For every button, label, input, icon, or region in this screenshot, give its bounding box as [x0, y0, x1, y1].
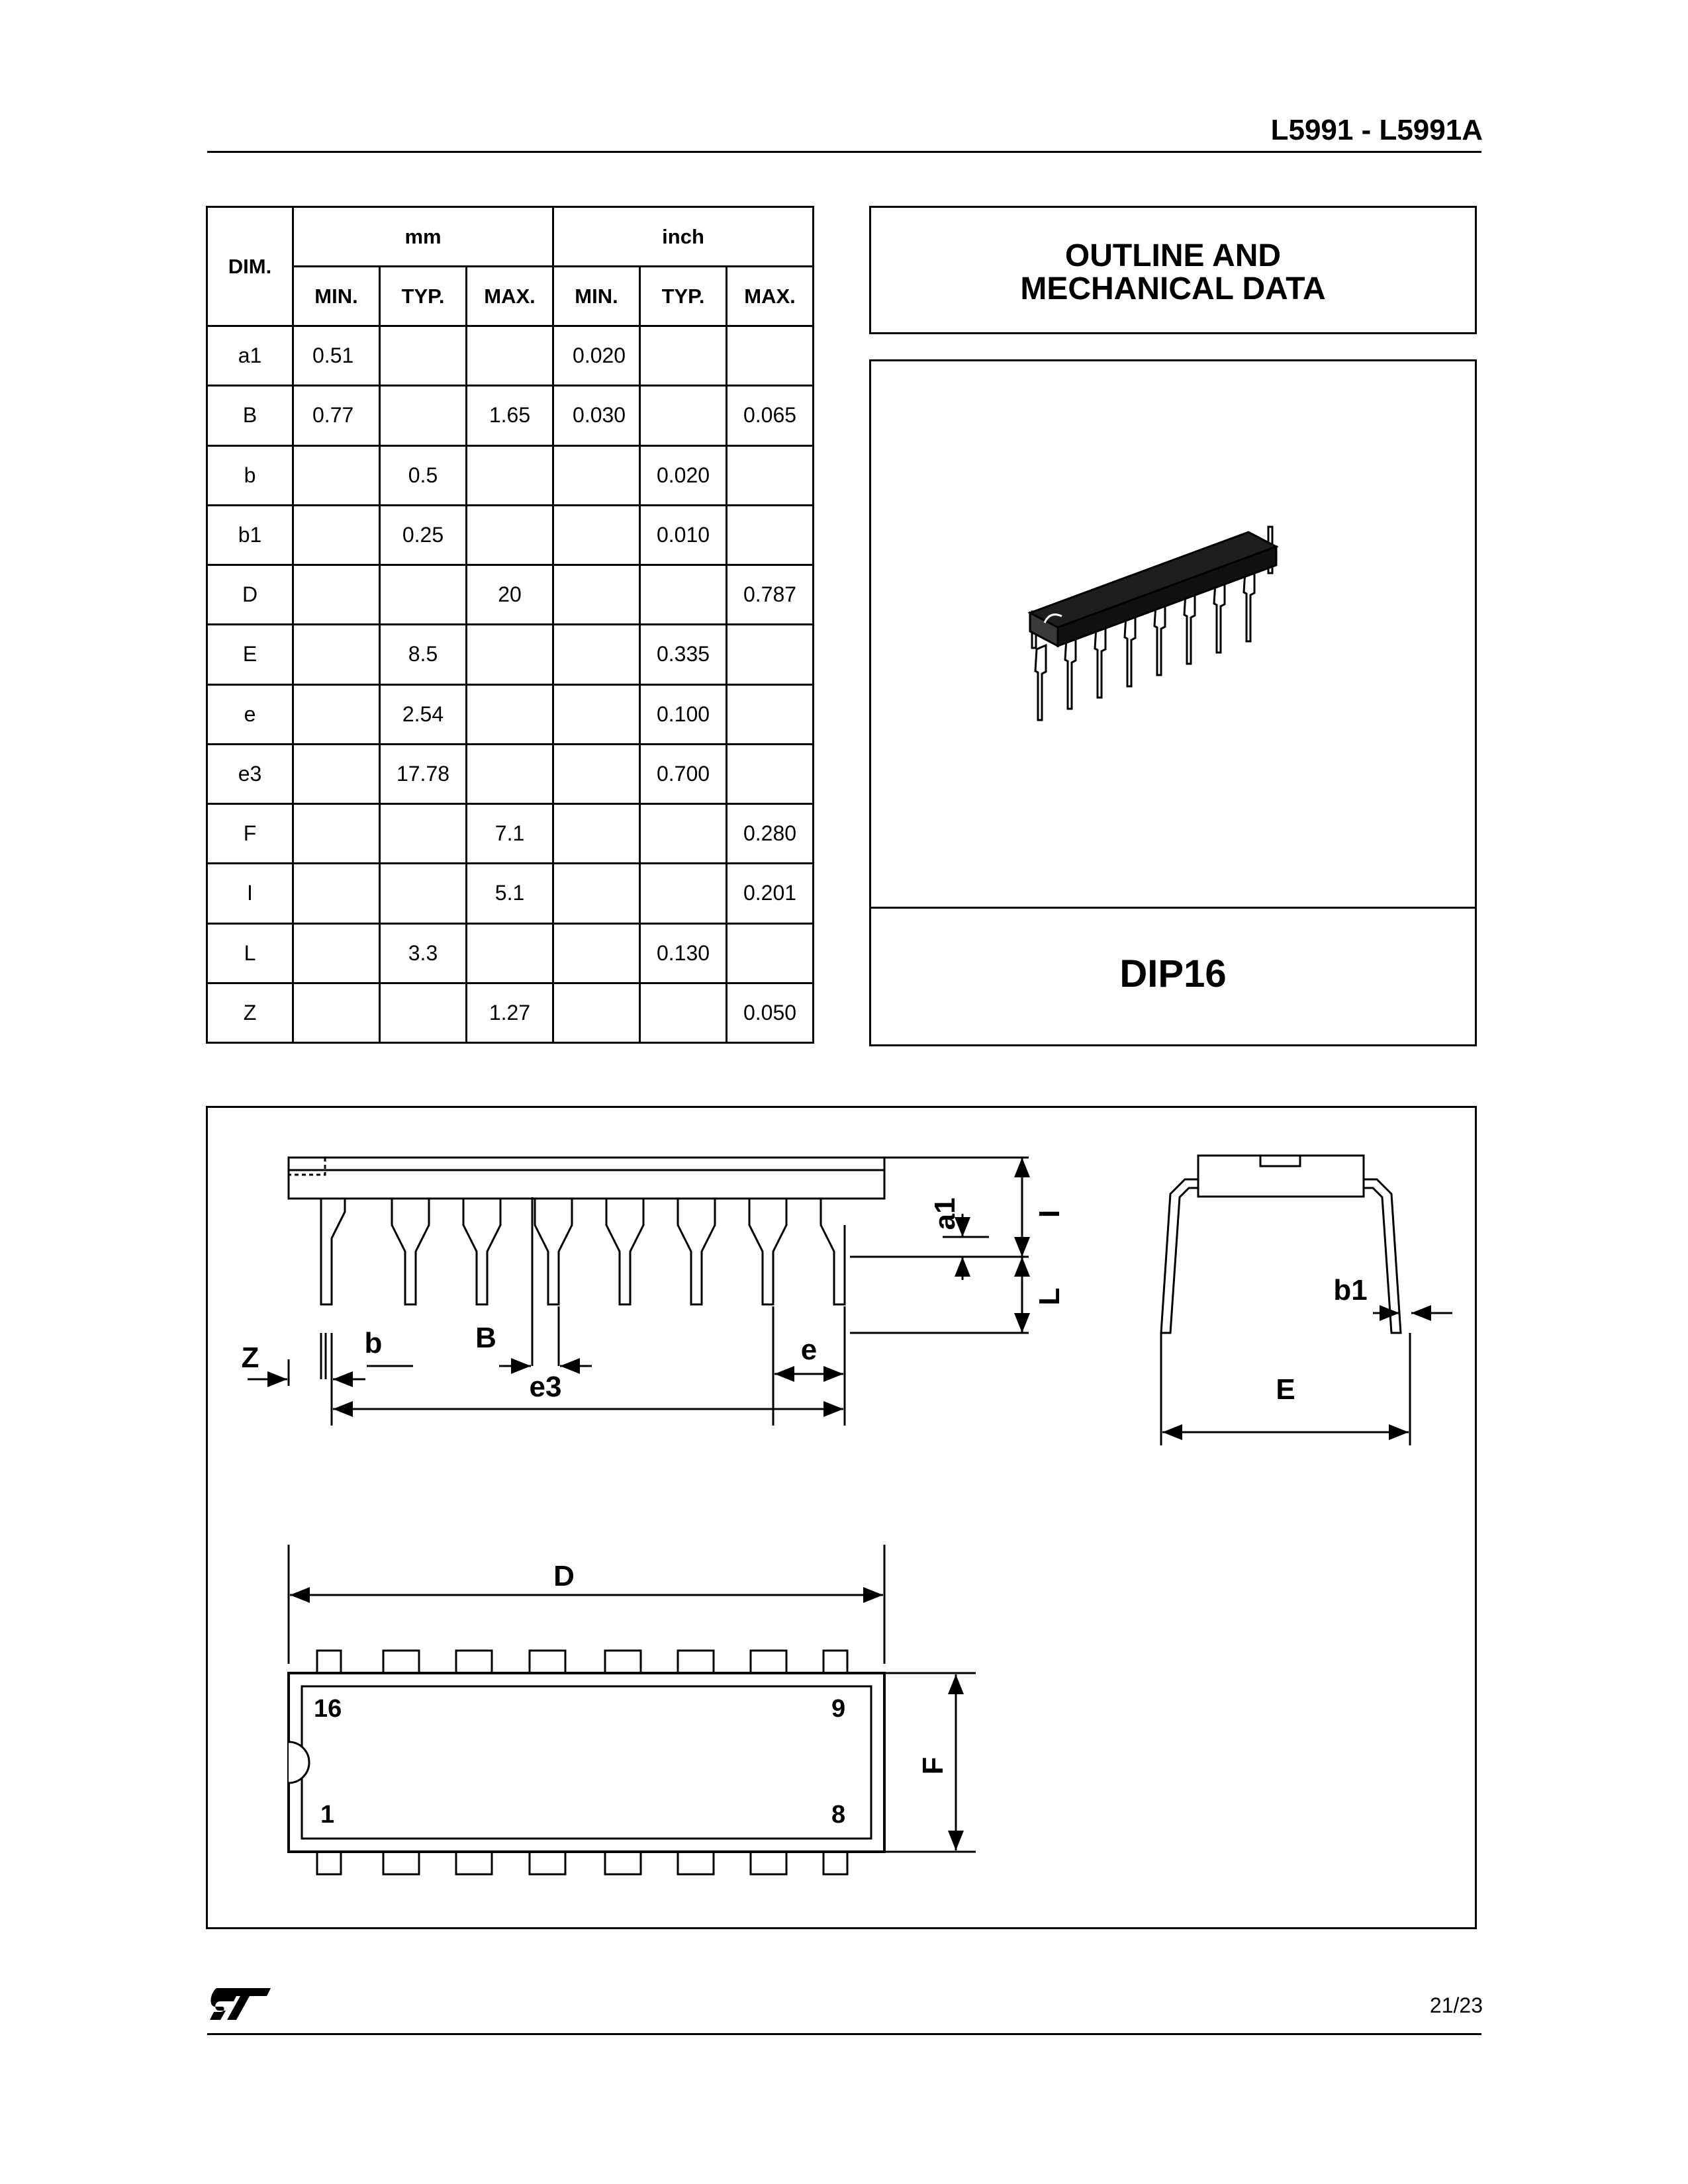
table-cell-mm-min [293, 505, 380, 565]
table-cell-in-typ: 0.130 [640, 923, 727, 983]
label-pin16: 16 [314, 1695, 342, 1723]
table-cell-mm-max: 5.1 [467, 864, 553, 923]
table-cell-mm-max [467, 744, 553, 803]
label-pin1: 1 [320, 1801, 335, 1829]
table-row [207, 684, 814, 744]
table-cell-dim: B [207, 386, 293, 445]
table-cell-mm-typ [380, 326, 467, 386]
table-cell-in-max: 0.201 [727, 864, 814, 923]
table-cell-in-max [727, 923, 814, 983]
table-cell-mm-typ [380, 864, 467, 923]
table-cell-mm-typ: 3.3 [380, 923, 467, 983]
dip16-package-illustration [871, 361, 1475, 904]
table-cell-in-max [727, 326, 814, 386]
table-cell-in-typ [640, 983, 727, 1042]
label-F: F [917, 1756, 949, 1775]
table-cell-in-max: 0.050 [727, 983, 814, 1042]
table-cell-mm-min: 0.51 [293, 326, 380, 386]
inch-header: inch [553, 207, 814, 267]
table-cell-in-typ [640, 804, 727, 864]
table-cell-in-min: 0.020 [553, 326, 640, 386]
table-cell-mm-typ: 8.5 [380, 625, 467, 684]
table-cell-in-typ: 0.335 [640, 625, 727, 684]
table-cell-mm-max [467, 923, 553, 983]
side-view [248, 1158, 1029, 1426]
table-cell-dim: Z [207, 983, 293, 1042]
table-row [207, 923, 814, 983]
table-cell-in-typ [640, 565, 727, 625]
table-row [207, 326, 814, 386]
mm-typ-header: TYP. [380, 267, 467, 326]
table-cell-mm-min: 0.77 [293, 386, 380, 445]
package-box-divider [869, 907, 1477, 909]
table-cell-in-min [553, 804, 640, 864]
inch-typ-header: TYP. [640, 267, 727, 326]
table-cell-mm-min [293, 684, 380, 744]
label-I: I [1033, 1209, 1066, 1218]
outline-title-line1: OUTLINE AND [1064, 238, 1282, 273]
top-view [289, 1545, 976, 1874]
table-row [207, 804, 814, 864]
table-cell-mm-min [293, 804, 380, 864]
table-cell-mm-min [293, 625, 380, 684]
table-cell-mm-max: 20 [467, 565, 553, 625]
label-b: b [364, 1327, 383, 1359]
table-cell-dim: I [207, 864, 293, 923]
table-cell-mm-max [467, 445, 553, 505]
label-pin9: 9 [831, 1695, 846, 1723]
table-row [207, 625, 814, 684]
table-cell-dim: e [207, 684, 293, 744]
table-cell-mm-max [467, 505, 553, 565]
document-title: L5991 - L5991A [1270, 114, 1483, 146]
table-cell-mm-typ [380, 565, 467, 625]
label-E: E [1276, 1373, 1295, 1406]
label-D: D [553, 1560, 575, 1592]
table-cell-dim: e3 [207, 744, 293, 803]
table-cell-dim: a1 [207, 326, 293, 386]
label-a1: a1 [929, 1197, 961, 1230]
table-cell-in-typ [640, 326, 727, 386]
table-cell-mm-max: 7.1 [467, 804, 553, 864]
header-rule [207, 151, 1481, 153]
table-cell-dim: L [207, 923, 293, 983]
table-cell-mm-min [293, 565, 380, 625]
page-number: 21/23 [1429, 1993, 1483, 2017]
end-view [1161, 1156, 1452, 1445]
table-cell-mm-min [293, 923, 380, 983]
table-cell-dim: E [207, 625, 293, 684]
label-e: e [800, 1334, 818, 1366]
table-cell-mm-min [293, 445, 380, 505]
label-L: L [1033, 1287, 1066, 1306]
table-cell-mm-max [467, 684, 553, 744]
table-cell-in-typ: 0.100 [640, 684, 727, 744]
table-cell-in-typ: 0.010 [640, 505, 727, 565]
table-cell-mm-typ: 0.25 [380, 505, 467, 565]
table-cell-in-min [553, 684, 640, 744]
label-e3: e3 [529, 1371, 562, 1403]
label-B: B [475, 1322, 496, 1354]
table-cell-in-min: 0.030 [553, 386, 640, 445]
outline-title-line2: MECHANICAL DATA [1020, 271, 1326, 306]
table-cell-in-min [553, 505, 640, 565]
outline-title-box [869, 206, 1477, 334]
table-row [207, 744, 814, 803]
package-picture-box [869, 359, 1477, 1046]
table-cell-in-min [553, 744, 640, 803]
table-cell-dim: b [207, 445, 293, 505]
table-cell-in-typ [640, 386, 727, 445]
table-row [207, 565, 814, 625]
label-b1: b1 [1333, 1274, 1368, 1306]
table-row [207, 983, 814, 1042]
table-cell-mm-typ: 17.78 [380, 744, 467, 803]
top-view-upper-leads [317, 1651, 847, 1673]
table-cell-in-min [553, 983, 640, 1042]
table-cell-in-max [727, 744, 814, 803]
mechanical-drawing [208, 1108, 1475, 1927]
table-cell-mm-typ [380, 386, 467, 445]
table-cell-mm-max: 1.65 [467, 386, 553, 445]
label-pin8: 8 [831, 1801, 846, 1829]
table-cell-in-max: 0.280 [727, 804, 814, 864]
table-cell-mm-min [293, 744, 380, 803]
table-row [207, 386, 814, 445]
table-cell-mm-max: 1.27 [467, 983, 553, 1042]
table-cell-mm-max [467, 625, 553, 684]
dim-header: DIM. [207, 207, 293, 326]
side-view-leads [321, 1199, 845, 1304]
table-cell-mm-typ: 2.54 [380, 684, 467, 744]
table-cell-in-max [727, 505, 814, 565]
mechanical-drawing-box [206, 1106, 1477, 1929]
table-cell-in-min [553, 625, 640, 684]
inch-min-header: MIN. [553, 267, 640, 326]
table-cell-in-max: 0.065 [727, 386, 814, 445]
table-cell-in-min [553, 864, 640, 923]
table-cell-in-typ [640, 864, 727, 923]
mm-header: mm [293, 207, 553, 267]
table-cell-dim: b1 [207, 505, 293, 565]
table-cell-in-typ: 0.020 [640, 445, 727, 505]
table-cell-in-min [553, 445, 640, 505]
table-cell-mm-typ: 0.5 [380, 445, 467, 505]
table-cell-mm-min [293, 864, 380, 923]
top-view-lower-leads [317, 1852, 847, 1874]
table-cell-in-min [553, 565, 640, 625]
package-name: DIP16 [1119, 952, 1227, 995]
table-cell-dim: D [207, 565, 293, 625]
table-cell-in-max: 0.787 [727, 565, 814, 625]
inch-max-header: MAX. [727, 267, 814, 326]
table-cell-mm-max [467, 326, 553, 386]
table-cell-in-max [727, 445, 814, 505]
table-cell-in-min [553, 923, 640, 983]
table-row [207, 864, 814, 923]
table-cell-mm-typ [380, 804, 467, 864]
mm-max-header: MAX. [467, 267, 553, 326]
mm-min-header: MIN. [293, 267, 380, 326]
table-cell-mm-typ [380, 983, 467, 1042]
table-cell-dim: F [207, 804, 293, 864]
st-logo [207, 1984, 273, 2023]
table-cell-mm-min [293, 983, 380, 1042]
dimensions-table [206, 206, 814, 1044]
footer-rule [207, 2033, 1481, 2035]
table-cell-in-max [727, 625, 814, 684]
label-Z: Z [241, 1342, 259, 1374]
table-row [207, 505, 814, 565]
table-cell-in-typ: 0.700 [640, 744, 727, 803]
table-cell-in-max [727, 684, 814, 744]
table-row [207, 445, 814, 505]
